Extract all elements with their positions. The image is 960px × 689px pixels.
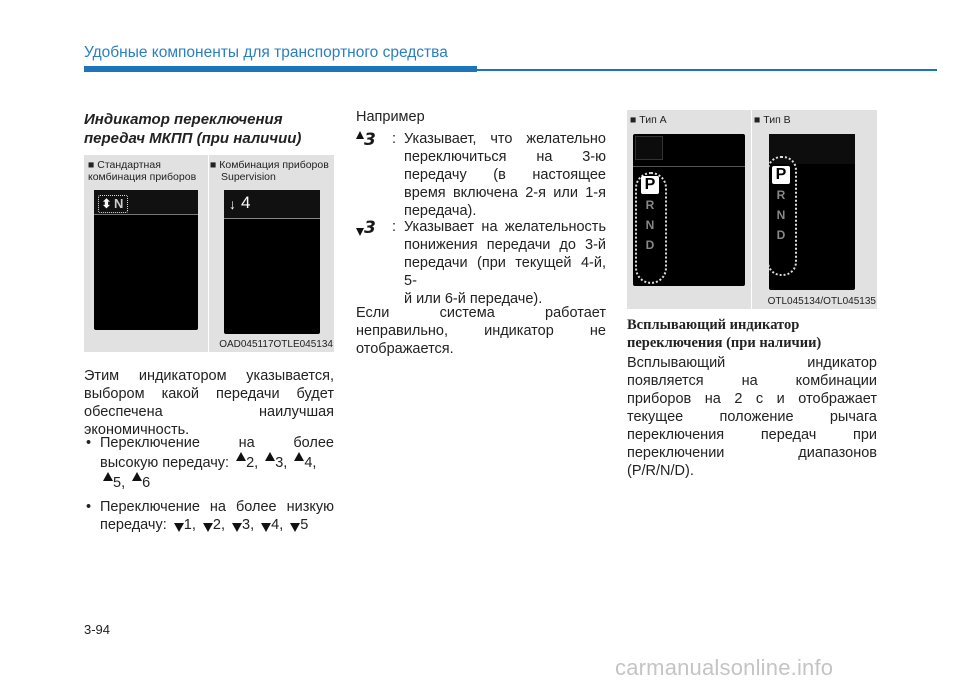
section-header: Удобные компоненты для транспортного средства — [84, 44, 448, 61]
downshift-arrow-icon — [356, 228, 364, 236]
upshift-arrow-icon — [356, 131, 364, 139]
type-a-screen — [633, 134, 745, 286]
gear-d: D — [776, 228, 786, 242]
upshift-arrow-icon — [103, 472, 113, 481]
image-code: OAD045117OTLE045134 — [219, 339, 333, 350]
supervision-cluster-screen — [224, 190, 320, 334]
page-number: 3-94 — [84, 622, 111, 637]
list-item-downshift: • Переключение на более низкую передачу: 1, 2, 3, 4, 5 — [84, 498, 334, 534]
gear-n: N — [645, 218, 655, 232]
label-standard-cluster: ■ Стандартная комбинация приборов — [88, 159, 197, 183]
downshift-arrow-icon — [174, 523, 184, 532]
label-type-a: ■ Тип A — [630, 114, 667, 126]
type-b-screen — [769, 134, 855, 290]
gear-p: P — [641, 176, 659, 194]
gear-r: R — [776, 188, 786, 202]
watermark: carmanualsonline.info — [615, 655, 834, 680]
gear-n: N — [776, 208, 786, 222]
upshift-arrow-icon — [236, 452, 246, 461]
shift-indicator-description: Этим индикатором указывается, выбором какой передачи будет обеспечена наилучшая экономичность. — [84, 368, 334, 438]
downshift-arrow-icon — [261, 523, 271, 532]
example-intro: Например — [356, 109, 425, 125]
upshift-arrow-icon — [132, 472, 142, 481]
downshift-arrow-icon — [203, 523, 213, 532]
header-rule-thick — [84, 66, 477, 72]
example-downshift: 3 : Указывает на желательность понижения передачи до 3-й передачи (при текущей 4-й, 5- й или 6-й передаче). — [356, 218, 606, 308]
downshift-arrow-icon — [290, 523, 300, 532]
malfunction-note: Если система работает неправильно, индикатор не отображается. — [356, 305, 606, 357]
example-downshift-text: Указывает на желательность понижения передачи до 3-й передачи (при текущей 4-й, 5- й или 6-й передаче). — [404, 219, 606, 307]
image-code: OTL045134/OTL045135 — [767, 296, 876, 307]
example-upshift-text: Указывает, что желательно переключиться на 3-ю передачу (в настоящее время включена 2-я или 1-я передача). — [404, 131, 606, 219]
shift-indicator-title: Индикатор переключения передач МКПП (при наличии) — [84, 111, 302, 147]
figure-divider — [751, 110, 752, 309]
shift-down-arrow-icon: ↓ — [229, 196, 236, 212]
gear-number: 4 — [241, 193, 251, 212]
shift-list — [84, 434, 334, 540]
label-supervision-cluster: ■ Комбинация приборов Supervision — [210, 159, 329, 183]
downshift-arrow-icon — [232, 523, 242, 532]
gear-number: N — [114, 196, 124, 211]
list-item-upshift: • Переключение на более высокую передачу: 2, 3, 4, 5, 6 — [84, 434, 334, 492]
shift-up-down-icon: ⬍ — [101, 196, 112, 211]
header-rule-thin — [477, 69, 937, 71]
gear-r: R — [645, 198, 655, 212]
shift-indicator-highlight — [98, 195, 128, 213]
standard-cluster-screen — [94, 190, 198, 330]
cluster-figure — [84, 155, 334, 352]
upshift-arrow-icon — [294, 452, 304, 461]
gear-p: P — [772, 166, 790, 184]
example-upshift: 3 : Указывает, что желательно переключиться на 3-ю передачу (в настоящее время включена 2-я или 1-я передача). — [356, 130, 606, 220]
popup-indicator-figure — [627, 110, 877, 309]
label-type-b: ■ Тип B — [754, 114, 791, 126]
downshift-gear-symbol: 3 — [364, 218, 376, 238]
popup-indicator-description: Всплывающий индикатор появляется на комбинации приборов на 2 с и отображает текущее положение рычага переключения передач при переключении диапазонов (P/R/N/D). — [627, 355, 877, 479]
popup-indicator-title: Всплывающий индикатор переключения (при наличии) — [627, 317, 822, 351]
figure-divider — [208, 155, 209, 352]
upshift-arrow-icon — [265, 452, 275, 461]
gear-d: D — [645, 238, 655, 252]
upshift-gear-symbol: 3 — [364, 130, 376, 150]
